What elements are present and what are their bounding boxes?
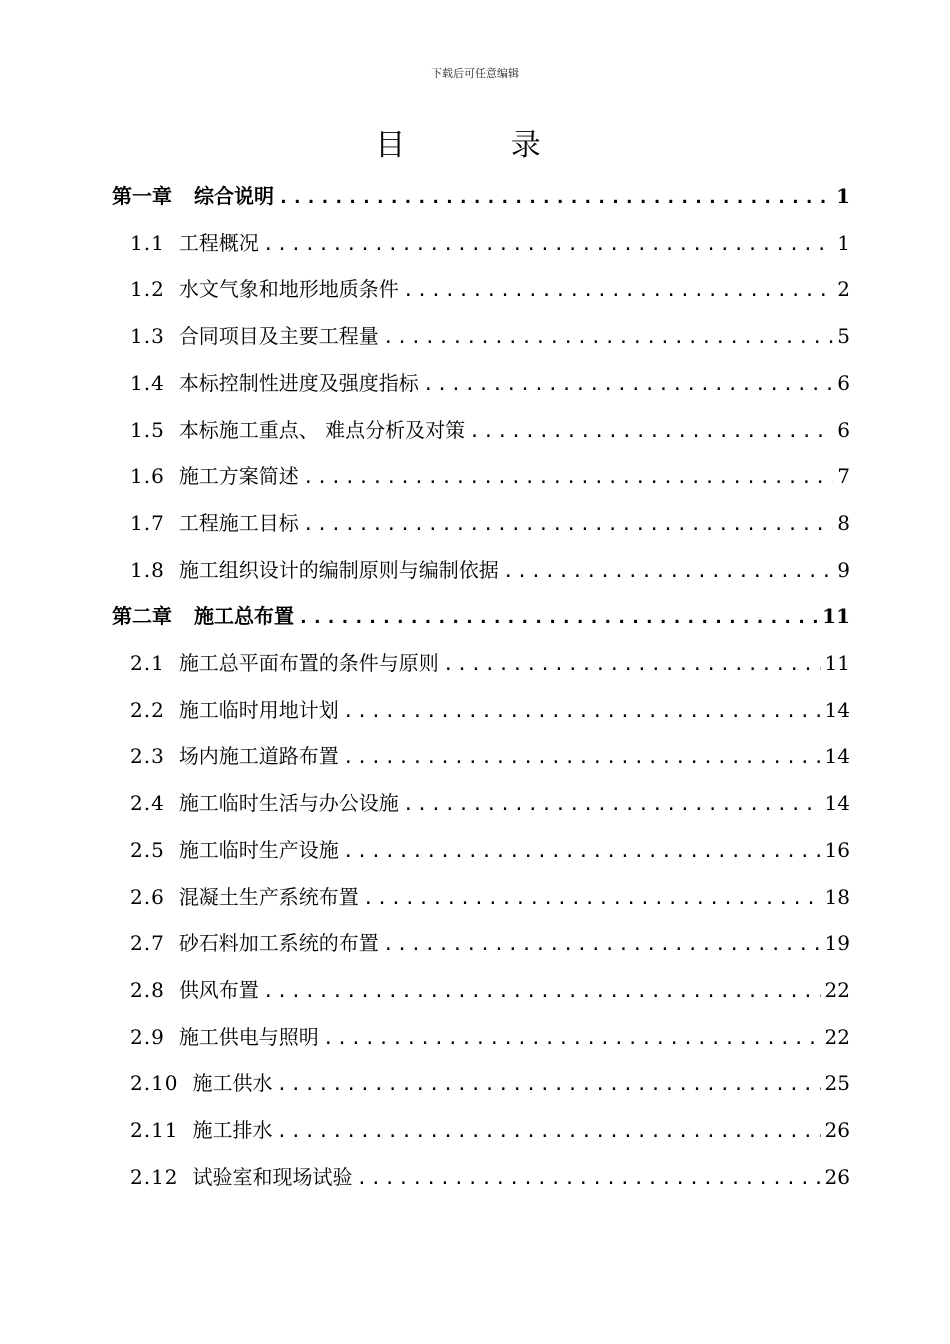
toc-page-number: 6 bbox=[837, 418, 850, 442]
toc-page-number: 26 bbox=[824, 1165, 850, 1189]
toc-section-row[interactable] bbox=[130, 788, 850, 818]
toc-entry-number: 1.4 bbox=[130, 371, 165, 395]
toc-entry-title: 施工总平面布置的条件与原则 bbox=[178, 651, 439, 675]
toc-page-number: 5 bbox=[837, 324, 850, 348]
toc-entry-number: 2.5 bbox=[130, 838, 165, 862]
toc-entry-title: 工程施工目标 bbox=[178, 511, 299, 535]
toc-dot-leader bbox=[277, 1070, 821, 1100]
toc-dot-leader bbox=[303, 510, 833, 540]
toc-page-number: 19 bbox=[824, 931, 850, 955]
toc-entry-number: 1.5 bbox=[130, 418, 165, 442]
toc-page-number: 1 bbox=[836, 184, 850, 208]
toc-dot-leader bbox=[343, 837, 821, 867]
toc-dot-leader bbox=[298, 603, 818, 633]
toc-entry-title: 合同项目及主要工程量 bbox=[178, 324, 379, 348]
toc-entry-number: 2.7 bbox=[130, 931, 165, 955]
toc-entry-number: 2.12 bbox=[130, 1165, 179, 1189]
toc-section-row[interactable] bbox=[130, 274, 850, 304]
toc-dot-leader bbox=[357, 1164, 821, 1194]
toc-page-number: 14 bbox=[824, 791, 850, 815]
toc-dot-leader bbox=[343, 697, 821, 727]
toc-entry-number: 1.7 bbox=[130, 511, 165, 535]
toc-page-number: 18 bbox=[824, 885, 850, 909]
toc-page-number: 22 bbox=[824, 1025, 850, 1049]
toc-section-row[interactable] bbox=[130, 461, 850, 491]
toc-page-number: 11 bbox=[824, 651, 850, 675]
toc-chapter-row[interactable] bbox=[112, 601, 850, 631]
toc-section-row[interactable] bbox=[130, 228, 850, 258]
toc-section-row[interactable] bbox=[130, 1115, 850, 1145]
toc-entry-number: 1.2 bbox=[130, 277, 165, 301]
toc-page-number: 16 bbox=[824, 838, 850, 862]
toc-page-number: 7 bbox=[837, 464, 850, 488]
toc-section-row[interactable] bbox=[130, 975, 850, 1005]
toc-entry-title: 本标施工重点、 难点分析及对策 bbox=[178, 418, 466, 442]
toc-entry-title: 砂石料加工系统的布置 bbox=[178, 931, 379, 955]
toc-page-number: 22 bbox=[824, 978, 850, 1002]
toc-entry-number: 2.3 bbox=[130, 744, 165, 768]
toc-page-number: 9 bbox=[837, 558, 850, 582]
toc-entry-number: 2.6 bbox=[130, 885, 165, 909]
toc-entry-title: 本标控制性进度及强度指标 bbox=[178, 371, 419, 395]
toc-entry-title: 施工临时生活与办公设施 bbox=[178, 791, 399, 815]
toc-dot-leader bbox=[403, 790, 821, 820]
toc-section-row[interactable] bbox=[130, 1068, 850, 1098]
toc-dot-leader bbox=[403, 276, 833, 306]
toc-entry-title: 水文气象和地形地质条件 bbox=[178, 277, 399, 301]
toc-page-number: 6 bbox=[837, 371, 850, 395]
toc-entry-number: 1.3 bbox=[130, 324, 165, 348]
toc-entry-number: 2.9 bbox=[130, 1025, 165, 1049]
toc-entry-number: 第一章 bbox=[112, 184, 172, 208]
toc-dot-leader bbox=[363, 884, 821, 914]
toc-dot-leader bbox=[278, 183, 832, 213]
toc-entry-title: 场内施工道路布置 bbox=[178, 744, 339, 768]
toc-section-row[interactable] bbox=[130, 695, 850, 725]
toc-dot-leader bbox=[323, 1024, 821, 1054]
toc-page-number: 26 bbox=[824, 1118, 850, 1142]
toc-dot-leader bbox=[303, 463, 833, 493]
toc-entry-number: 1.8 bbox=[130, 558, 165, 582]
toc-entry-number: 第二章 bbox=[112, 604, 172, 628]
toc-section-row[interactable] bbox=[130, 928, 850, 958]
toc-entry-number: 2.8 bbox=[130, 978, 165, 1002]
toc-section-row[interactable] bbox=[130, 368, 850, 398]
toc-page-number: 14 bbox=[824, 744, 850, 768]
toc-section-row[interactable] bbox=[130, 1162, 850, 1192]
toc-entry-title: 混凝土生产系统布置 bbox=[178, 885, 359, 909]
toc-entry-title: 施工方案简述 bbox=[178, 464, 299, 488]
toc-entry-title: 施工总布置 bbox=[194, 604, 294, 628]
toc-entry-number: 2.4 bbox=[130, 791, 165, 815]
toc-section-row[interactable] bbox=[130, 741, 850, 771]
toc-entry-number: 2.10 bbox=[130, 1071, 179, 1095]
toc-section-row[interactable] bbox=[130, 555, 850, 585]
toc-entry-title: 施工排水 bbox=[192, 1118, 273, 1142]
toc-page-number: 25 bbox=[824, 1071, 850, 1095]
toc-entry-number: 2.2 bbox=[130, 698, 165, 722]
toc-section-row[interactable] bbox=[130, 508, 850, 538]
toc-entry-title: 供风布置 bbox=[178, 978, 259, 1002]
toc-entry-title: 施工临时生产设施 bbox=[178, 838, 339, 862]
toc-entry-title: 试验室和现场试验 bbox=[192, 1165, 353, 1189]
header-note: 下载后可任意编辑 bbox=[431, 67, 519, 80]
toc-section-row[interactable] bbox=[130, 835, 850, 865]
toc-dot-leader bbox=[277, 1117, 821, 1147]
toc-dot-leader bbox=[383, 323, 833, 353]
toc-dot-leader bbox=[263, 230, 833, 260]
toc-entry-title: 施工供水 bbox=[192, 1071, 273, 1095]
toc-section-row[interactable] bbox=[130, 648, 850, 678]
toc-dot-leader bbox=[343, 743, 821, 773]
toc-section-row[interactable] bbox=[130, 1022, 850, 1052]
toc-entry-number: 1.6 bbox=[130, 464, 165, 488]
toc-page-number: 2 bbox=[837, 277, 850, 301]
toc-entry-title: 施工临时用地计划 bbox=[178, 698, 339, 722]
page-title: 目 录 bbox=[375, 128, 589, 163]
toc-entry-title: 综合说明 bbox=[194, 184, 274, 208]
toc-dot-leader bbox=[263, 977, 821, 1007]
toc-page-number: 8 bbox=[837, 511, 850, 535]
toc-dot-leader bbox=[383, 930, 821, 960]
toc-page-number: 14 bbox=[824, 698, 850, 722]
toc-section-row[interactable] bbox=[130, 415, 850, 445]
toc-entry-title: 施工供电与照明 bbox=[178, 1025, 319, 1049]
toc-section-row[interactable] bbox=[130, 882, 850, 912]
toc-entry-title: 施工组织设计的编制原则与编制依据 bbox=[178, 558, 499, 582]
toc-entry-number: 2.11 bbox=[130, 1118, 179, 1142]
toc-dot-leader bbox=[423, 370, 833, 400]
toc-entry-number: 2.1 bbox=[130, 651, 165, 675]
toc-entry-title: 工程概况 bbox=[178, 231, 259, 255]
toc-page-number: 11 bbox=[822, 604, 850, 628]
toc-dot-leader bbox=[469, 417, 833, 447]
toc-chapter-row[interactable] bbox=[112, 181, 850, 211]
toc-dot-leader bbox=[443, 650, 821, 680]
toc-section-row[interactable] bbox=[130, 321, 850, 351]
toc-dot-leader bbox=[503, 557, 833, 587]
toc-entry-number: 1.1 bbox=[130, 231, 165, 255]
toc-page-number: 1 bbox=[837, 231, 850, 255]
